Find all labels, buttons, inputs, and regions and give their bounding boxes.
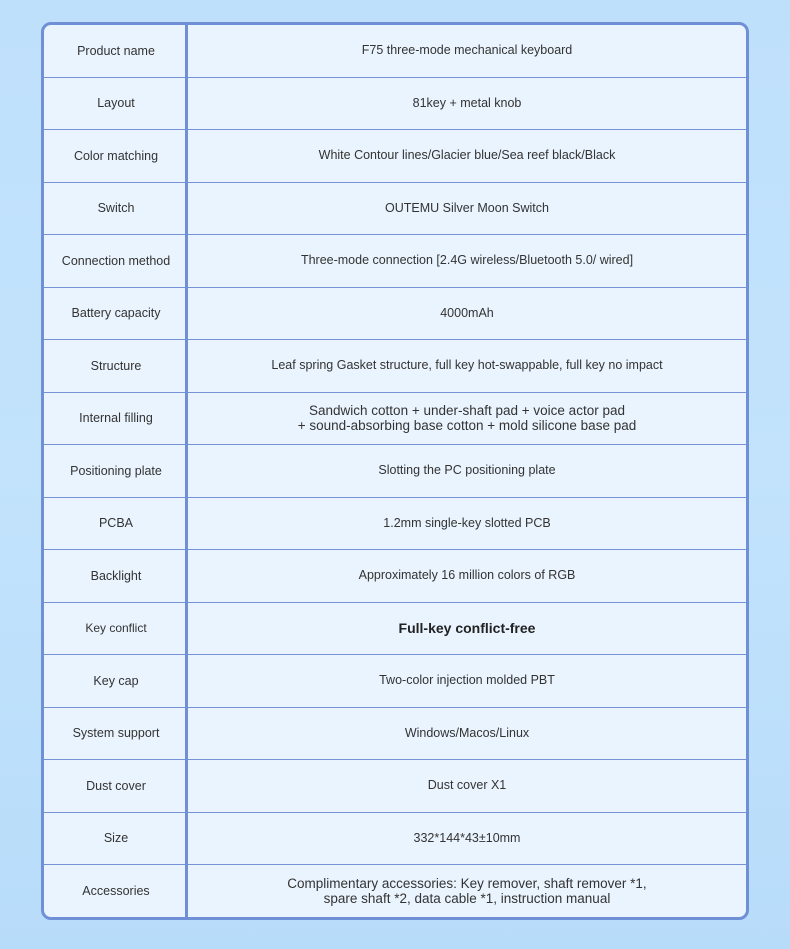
table-row-internal-filling [44, 393, 746, 446]
table-row-structure [44, 340, 746, 393]
table-row-color-matching [44, 130, 746, 183]
spec-label: System support [72, 726, 160, 741]
spec-value: Dust cover X1 [427, 778, 507, 793]
table-row-dust-cover [44, 760, 746, 813]
spec-label: Key cap [93, 673, 139, 688]
table-row-connection-method [44, 235, 746, 288]
spec-label: Dust cover [86, 778, 146, 793]
table-row-pcba [44, 498, 746, 551]
table-row-accessories [44, 865, 746, 918]
table-row-size [44, 813, 746, 866]
spec-label: PCBA [98, 516, 134, 531]
table-row-positioning-plate [44, 445, 746, 498]
spec-value: Complimentary accessories: Key remover, shaft remover *1, spare shaft *2, data cable *1, instruction manual [287, 876, 647, 907]
spec-label: Positioning plate [70, 463, 162, 478]
table-row-key-cap [44, 655, 746, 708]
spec-value: F75 three-mode mechanical keyboard [361, 43, 573, 58]
spec-value: Sandwich cotton + under-shaft pad + voice actor pad + sound-absorbing base cotton + mold silicone base pad [297, 403, 637, 434]
table-row-backlight [44, 550, 746, 603]
table-row-key-conflict [44, 603, 746, 656]
spec-value: Approximately 16 million colors of RGB [358, 568, 576, 583]
spec-value: Two-color injection molded PBT [379, 673, 555, 688]
table-row-switch [44, 183, 746, 236]
spec-label: Switch [97, 201, 135, 216]
table-row-system-support [44, 708, 746, 761]
spec-label: Color matching [73, 148, 159, 163]
table-row-battery-capacity [44, 288, 746, 341]
spec-value: White Contour lines/Glacier blue/Sea reef black/Black [318, 148, 616, 163]
spec-table [41, 22, 749, 920]
spec-label: Battery capacity [71, 306, 161, 321]
spec-value: Three-mode connection [2.4G wireless/Bluetooth 5.0/ wired] [300, 253, 634, 268]
column-divider [185, 25, 188, 917]
spec-value: OUTEMU Silver Moon Switch [385, 200, 549, 215]
spec-label: Product name [77, 43, 155, 58]
spec-value: Full-key conflict-free [398, 619, 536, 636]
spec-label: Size [103, 831, 129, 846]
table-row-product-name [44, 25, 746, 78]
table-row-layout [44, 78, 746, 131]
spec-label: Layout [97, 96, 135, 111]
spec-value: 332*144*43±10mm [413, 830, 521, 845]
spec-value: 4000mAh [440, 305, 494, 320]
spec-label: Internal filling [79, 411, 153, 426]
spec-label: Accessories [82, 884, 150, 899]
spec-label: Key conflict [85, 621, 147, 636]
spec-label: Connection method [61, 253, 171, 268]
spec-value: 1.2mm single-key slotted PCB [383, 515, 551, 530]
spec-value: Leaf spring Gasket structure, full key hot-swappable, full key no impact [271, 358, 663, 373]
spec-label: Backlight [90, 568, 142, 583]
spec-value: 81key + metal knob [412, 95, 522, 110]
spec-value: Slotting the PC positioning plate [378, 463, 556, 478]
spec-value: Windows/Macos/Linux [404, 725, 530, 740]
spec-label: Structure [90, 358, 142, 373]
